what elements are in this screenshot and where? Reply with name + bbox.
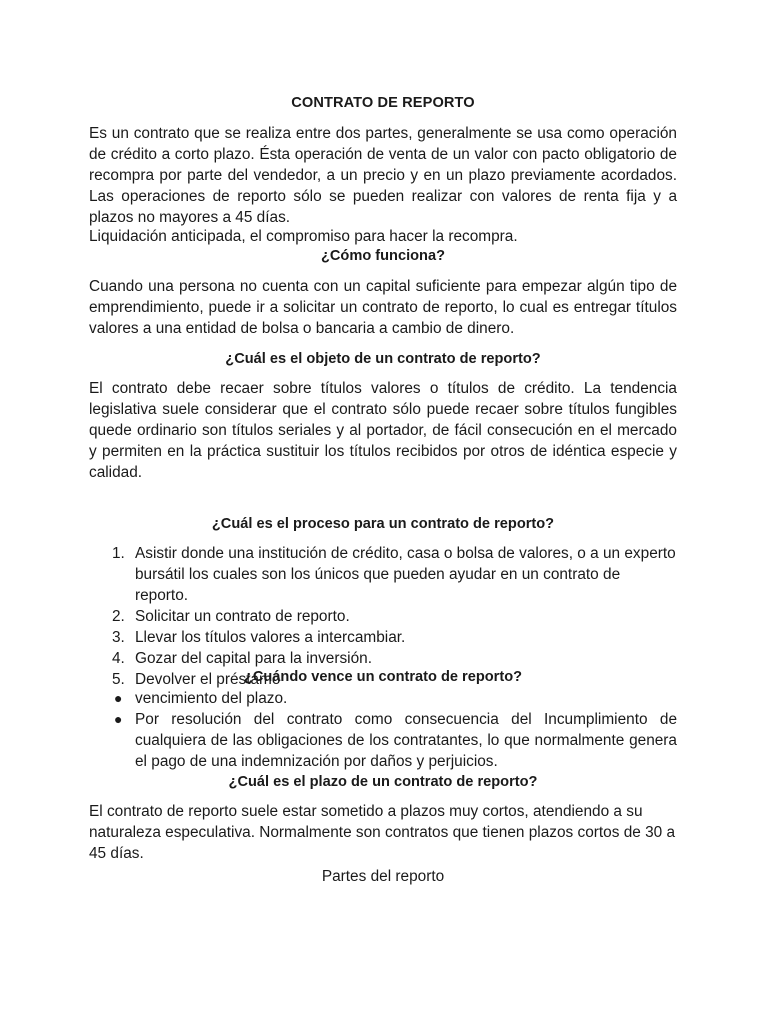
list-item: [89, 627, 677, 648]
step-number: 2.: [112, 608, 125, 625]
partes-del-reporto: Partes del reporto: [321, 868, 445, 885]
bullet-text: Por resolución del contrato como consecuencia del Incumplimiento de cualquiera de las obligaciones de los contratantes, lo que normalmente genera el pago de una indemnización por daños y perjuicios.: [135, 711, 677, 770]
step-text: Asistir donde una institución de crédito, casa o bolsa de valores, o a un experto bursátil los cuales son los únicos que pueden ayudar en un contrato de reporto.: [135, 545, 676, 604]
plazo-paragraph: El contrato de reporto suele estar sometido a plazos muy cortos, atendiendo a su naturaleza especulativa. Normalmente son contratos que tienen plazos cortos de 30 a 45 días.: [89, 803, 676, 862]
list-item: [89, 648, 677, 669]
heading-vence: ¿Cuándo vence un contrato de reporto?: [243, 669, 523, 685]
bullet-icon: ●: [114, 690, 123, 706]
step-number: 4.: [112, 650, 125, 667]
list-item: [89, 606, 677, 627]
list-item: [89, 543, 677, 606]
step-number: 3.: [112, 629, 125, 646]
step-text: Gozar del capital para la inversión.: [135, 650, 372, 667]
list-item: [89, 709, 677, 772]
bullet-icon: ●: [114, 711, 123, 727]
como-funciona-paragraph: Cuando una persona no cuenta con un capital suficiente para empezar algún tipo de emprendimiento, puede ir a solicitar un contrato de reporto, lo cual es entregar títulos valores a una entidad de bolsa o bancaria a cambio de dinero.: [89, 278, 677, 337]
step-text: Solicitar un contrato de reporto.: [135, 608, 350, 625]
heading-como-funciona: ¿Cómo funciona?: [320, 248, 446, 264]
bullet-text: vencimiento del plazo.: [135, 690, 288, 707]
intro-paragraph: Es un contrato que se realiza entre dos partes, generalmente se usa como operación de crédito a corto plazo. Ésta operación de venta de un valor con pacto obligatorio de recompra por parte del vendedor, a un precio y en un plazo previamente acordados. Las operaciones de reporto sólo se pueden realizar con valores de renta fija y a plazos no mayores a 45 días.: [89, 125, 677, 226]
heading-objeto: ¿Cuál es el objeto de un contrato de reporto?: [225, 351, 541, 367]
intro-line: Liquidación anticipada, el compromiso para hacer la recompra.: [89, 228, 518, 245]
step-text: Devolver el préstamo: [135, 671, 281, 688]
vence-bullet-list: [89, 688, 677, 772]
step-number: 1.: [112, 545, 125, 562]
objeto-paragraph: El contrato debe recaer sobre títulos valores o títulos de crédito. La tendencia legislativa suele considerar que el contrato sólo puede recaer sobre títulos fungibles quede ordinario son títulos seriales y al portador, de fácil consecución en el mercado y permiten en la práctica sustituir los títulos recibidos por otros de idéntica especie y calidad.: [89, 380, 677, 481]
heading-plazo: ¿Cuál es el plazo de un contrato de reporto?: [228, 774, 538, 790]
step-text: Llevar los títulos valores a intercambiar.: [135, 629, 406, 646]
list-item: [89, 688, 677, 709]
document-title: CONTRATO DE REPORTO: [291, 95, 475, 111]
step-number: 5.: [112, 671, 125, 688]
heading-proceso: ¿Cuál es el proceso para un contrato de reporto?: [211, 516, 555, 532]
